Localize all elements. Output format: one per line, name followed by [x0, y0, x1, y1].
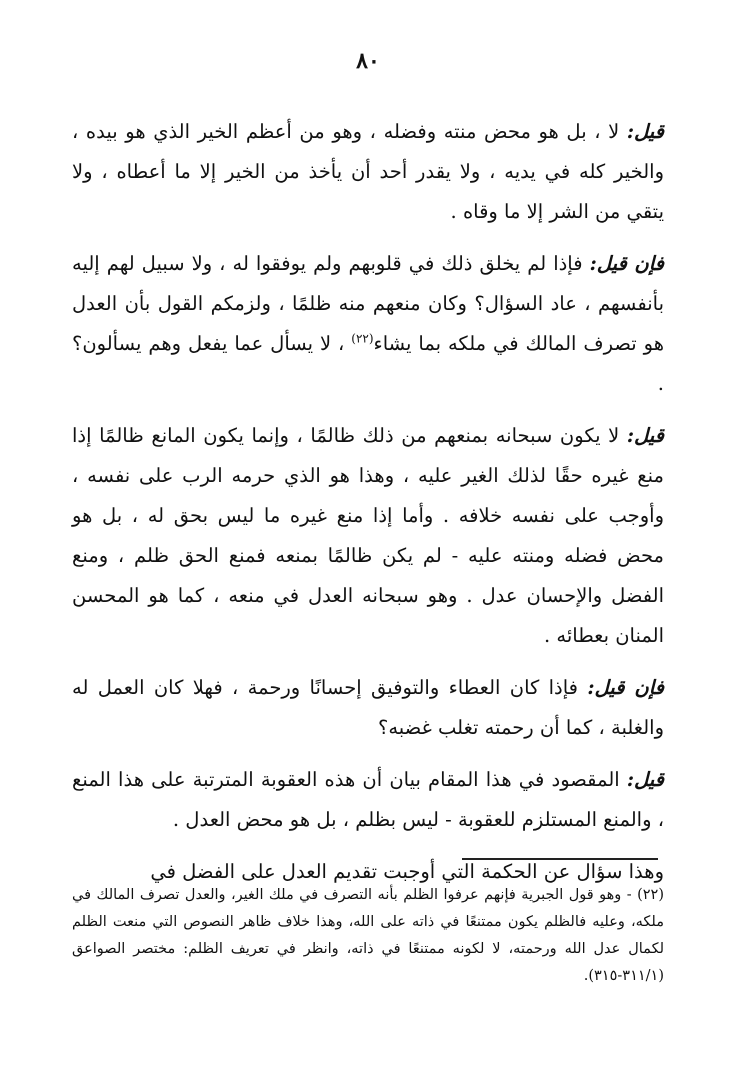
paragraph-lead: قيل: [626, 768, 664, 791]
paragraph-body-continued: ، لا يسأل عما يفعل وهم يسألون؟ . [72, 332, 664, 395]
paragraph-lead: قيل: [626, 424, 664, 447]
footnote-divider [462, 858, 658, 860]
paragraph-body: فإذا لم يخلق ذلك في قلوبهم ولم يوفقوا له ، ولا سبيل لهم إليه بأنفسهم ، عاد السؤال؟ وكان منعهم منه ظلمًا ، ولزمكم القول بأن العدل هو تصرف المالك في ملكه بما يشاء [72, 252, 664, 355]
footnote-22: (٢٢) - وهو قول الجبرية فإنهم عرفوا الظلم بأنه التصرف في ملك الغير، والعدل تصرف المالك في ملكه، وعليه فالظلم يكون ممتنعًا في ذاته على الله، وهذا خلاف ظاهر النصوص التي منعت الظلم لكمال عدل الله ورحمته، لا لكونه ممتنعًا في ذاته، وانظر في تعريف الظلم: مختصر الصواعق (٣١١/١-٣١٥). [72, 887, 664, 984]
paragraph-body: المقصود في هذا المقام بيان أن هذه العقوبة المترتبة على هذا المنع ، والمنع المستلزم للعقوبة - ليس بظلم ، بل هو محض العدل . [72, 768, 664, 831]
paragraph-2 [72, 244, 664, 404]
paragraph-body: لا ، بل هو محض منته وفضله ، وهو من أعظم الخير الذي هو بيده ، والخير كله في يديه ، ولا يقدر أحد أن يأخذ من الخير إلا ما أعطاه ، ولا يتقي من الشر إلا ما وقاه . [72, 120, 664, 223]
paragraph-lead: فإن قيل: [587, 676, 664, 699]
main-text [72, 112, 664, 904]
paragraph-4 [72, 668, 664, 748]
paragraph-lead: قيل: [626, 120, 664, 143]
paragraph-lead: فإن قيل: [589, 252, 664, 275]
paragraph-body: فإذا كان العطاء والتوفيق إحسانًا ورحمة ، فهلا كان العمل له والغلبة ، كما أن رحمته تغلب غضبه؟ [72, 676, 664, 739]
footnote-reference[interactable]: (٢٢) [351, 331, 374, 346]
paragraph-5 [72, 760, 664, 840]
page-number: ٨٠ [356, 48, 380, 74]
paragraph-1 [72, 112, 664, 232]
paragraph-3 [72, 416, 664, 656]
paragraph-body: لا يكون سبحانه بمنعهم من ذلك ظالمًا ، وإنما يكون المانع ظالمًا إذا منع غيره حقًا لذلك الغير عليه ، وهذا هو الذي حرمه الرب على نفسه ، وأوجب على نفسه خلافه . وأما إذا منع غيره ما ليس بحق له ، بل هو محض فضله ومنته عليه - لم يكن ظالمًا بمنعه فمنع الحق ظلم ، ومنع الفضل والإحسان عدل . وهو سبحانه العدل في منعه ، كما هو المحسن المنان بعطائه . [72, 424, 664, 647]
paragraph-body: وهذا سؤال عن الحكمة التي أوجبت تقديم العدل على الفضل في [150, 860, 664, 883]
